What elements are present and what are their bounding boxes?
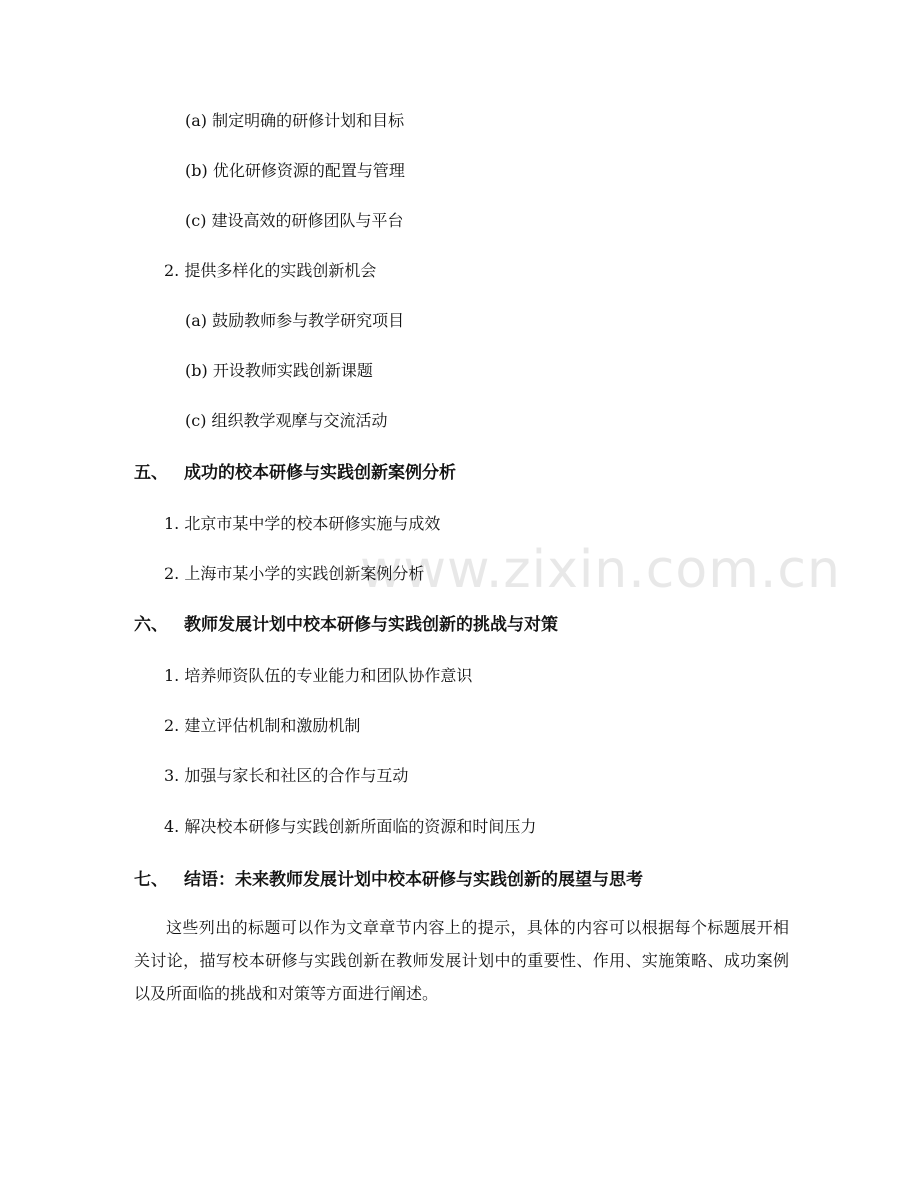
outline-item: 2. 提供多样化的实践创新机会 xyxy=(164,261,377,280)
outline-subitem: (c) 建设高效的研修团队与平台 xyxy=(185,211,404,230)
list-item: 1. 北京市某中学的校本研修实施与成效 xyxy=(164,514,441,533)
list-item: 2. 上海市某小学的实践创新案例分析 xyxy=(164,564,425,583)
section-number: 五、 xyxy=(134,463,168,483)
section-heading xyxy=(134,463,456,483)
list-item: 3. 加强与家长和社区的合作与互动 xyxy=(164,766,409,785)
section-number: 七、 xyxy=(134,870,168,890)
closing-paragraph: 这些列出的标题可以作为文章章节内容上的提示，具体的内容可以根据每个标题展开相关讨论，描写校本研修与实践创新在教师发展计划中的重要性、作用、实施策略、成功案例以及所面临的挑战和对策等方面进行阐述。 xyxy=(134,918,789,1003)
watermark: www.zixin.com.cn xyxy=(360,540,841,600)
outline-subitem: (c) 组织教学观摩与交流活动 xyxy=(185,411,388,430)
section-heading xyxy=(134,870,643,890)
section-heading xyxy=(134,615,558,635)
section-number: 六、 xyxy=(134,615,168,635)
section-title: 教师发展计划中校本研修与实践创新的挑战与对策 xyxy=(184,615,558,635)
list-item: 1. 培养师资队伍的专业能力和团队协作意识 xyxy=(164,666,473,685)
outline-subitem: (b) 优化研修资源的配置与管理 xyxy=(185,161,405,180)
section-title: 成功的校本研修与实践创新案例分析 xyxy=(184,463,456,483)
outline-subitem: (a) 制定明确的研修计划和目标 xyxy=(185,111,405,130)
section-title: 结语：未来教师发展计划中校本研修与实践创新的展望与思考 xyxy=(184,870,643,890)
list-item: 2. 建立评估机制和激励机制 xyxy=(164,716,361,735)
outline-subitem: (a) 鼓励教师参与教学研究项目 xyxy=(185,311,405,330)
list-item: 4. 解决校本研修与实践创新所面临的资源和时间压力 xyxy=(164,817,537,836)
outline-subitem: (b) 开设教师实践创新课题 xyxy=(185,361,373,380)
